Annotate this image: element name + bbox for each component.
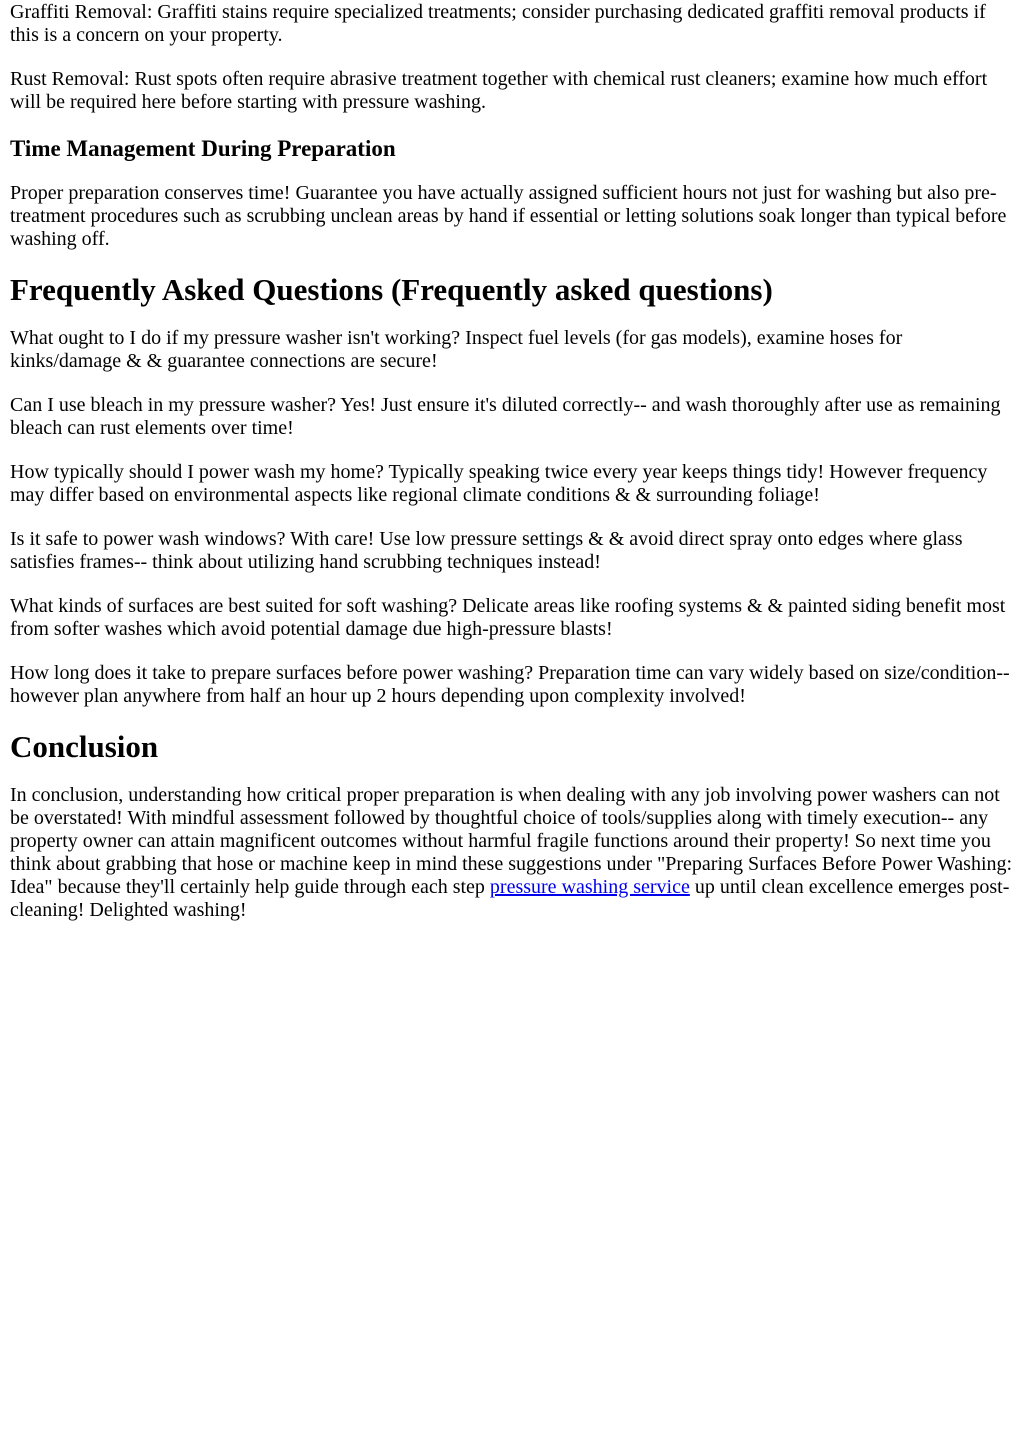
faq-heading: Frequently Asked Questions (Frequently asked questions): [10, 272, 773, 307]
document-page: [10, 0, 1014, 922]
rust-removal-paragraph: Rust Removal: Rust spots often require abrasive treatment together with chemical rust cleaners; examine how much effort will be required here before starting with pressure washing.: [10, 68, 988, 113]
conclusion-paragraph: [10, 784, 1014, 922]
faq-item: How long does it take to prepare surfaces before power washing? Preparation time can vary widely based on size/condition-- however plan anywhere from half an hour up 2 hours depending upon complexity involved!: [10, 662, 1010, 707]
faq-item: Is it safe to power wash windows? With care! Use low pressure settings & & avoid direct spray onto edges where glass satisfies frames-- think about utilizing hand scrubbing techniques instead!: [10, 528, 963, 573]
conclusion-heading: Conclusion: [10, 729, 159, 764]
faq-item: What ought to I do if my pressure washer isn't working? Inspect fuel levels (for gas models), examine hoses for kinks/damage & & guarantee connections are secure!: [10, 327, 903, 372]
time-management-heading: Time Management During Preparation: [10, 136, 396, 161]
faq-item: Can I use bleach in my pressure washer? Yes! Just ensure it's diluted correctly-- and wash thoroughly after use as remaining bleach can rust elements over time!: [10, 394, 1001, 439]
graffiti-removal-paragraph: Graffiti Removal: Graffiti stains require specialized treatments; consider purchasing dedicated graffiti removal products if this is a concern on your property.: [10, 1, 986, 46]
conclusion-text-before-link: In conclusion, understanding how critical proper preparation is when dealing with any job involving power washers can not be overstated! With mindful assessment followed by thoughtful choice of tools/supplies along with timely execution-- any property owner can attain magnificent outcomes without harmful fragile functions around their property! So next time you think about grabbing that hose or machine keep in mind these suggestions under "Preparing Surfaces Before Power Washing: Idea" because they'll certainly help guide through each step: [10, 784, 1013, 898]
faq-item: What kinds of surfaces are best suited for soft washing? Delicate areas like roofing systems & & painted siding benefit most from softer washes which avoid potential damage due high-pressure blasts!: [10, 595, 1006, 640]
time-management-paragraph: Proper preparation conserves time! Guarantee you have actually assigned sufficient hours not just for washing but also pre-treatment procedures such as scrubbing unclean areas by hand if essential or letting solutions soak longer than typical before washing off.: [10, 182, 1007, 250]
pressure-washing-service-link[interactable]: pressure washing service: [489, 876, 690, 898]
faq-item: How typically should I power wash my home? Typically speaking twice every year keeps things tidy! However frequency may differ based on environmental aspects like regional climate conditions & & surrounding foliage!: [10, 461, 988, 506]
conclusion-text-after-link: up until clean excellence emerges post-cleaning! Delighted washing!: [10, 876, 1010, 921]
